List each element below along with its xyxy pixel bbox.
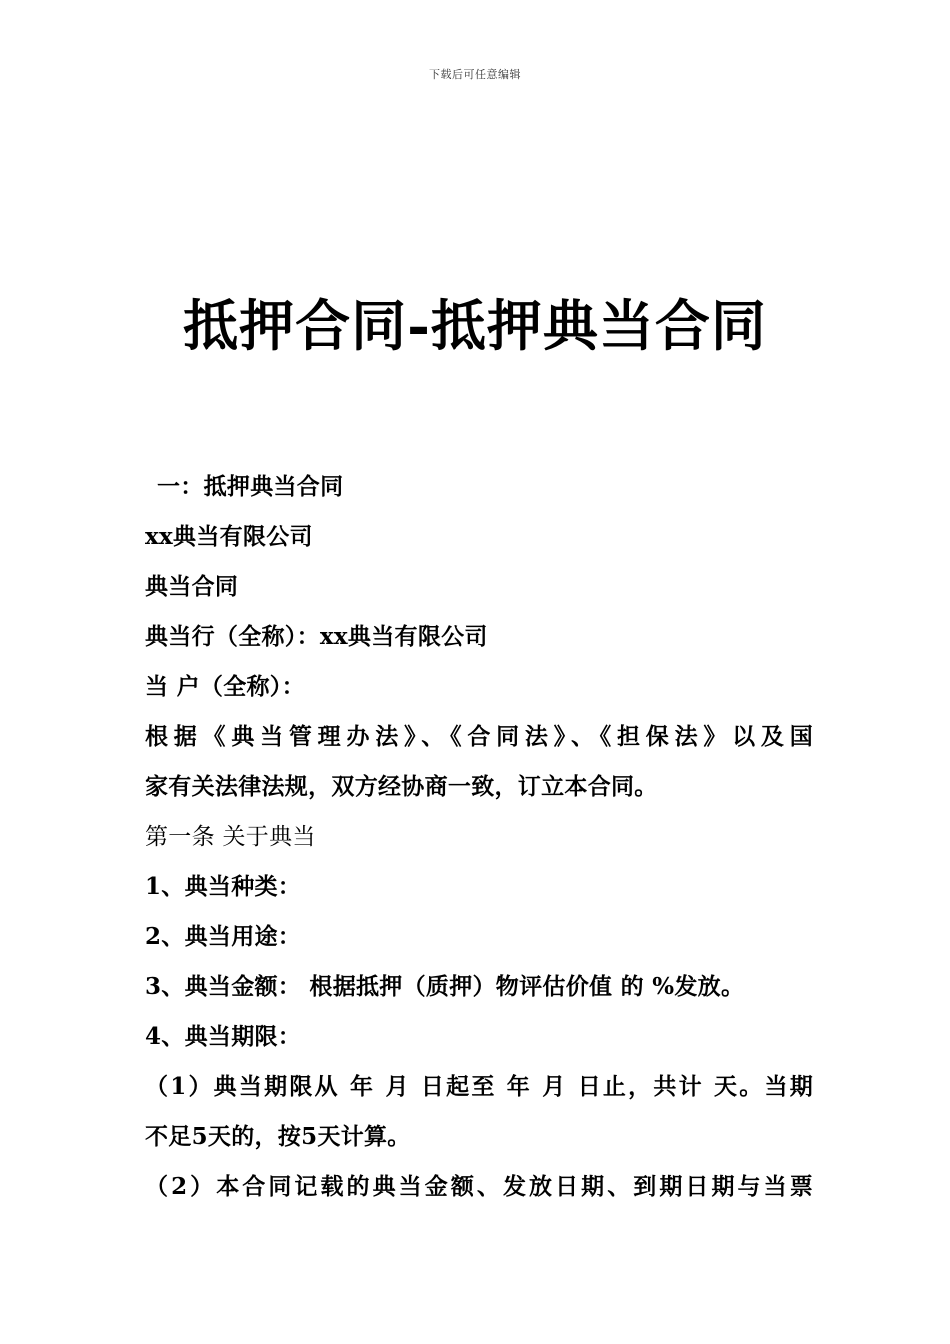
preamble-line-1: 根据《典当管理办法》、《合同法》、《担保法》以及国: [145, 723, 813, 750]
contract-name: 典当合同: [145, 573, 239, 600]
page-header: 下载后可任意编辑: [429, 68, 521, 81]
document-title: 抵押合同-抵押典当合同: [183, 293, 767, 358]
clause-4-1-line-2: 不足5天的，按5天计算。: [145, 1123, 411, 1150]
clause-4-2-line-1: （2）本合同记载的典当金额、发放日期、到期日期与当票: [145, 1173, 813, 1200]
pawnshop-line: 典当行（全称）：xx典当有限公司: [145, 623, 488, 650]
article-heading: 第一条 关于典当: [145, 824, 316, 850]
clause-4: 4、典当期限：: [145, 1023, 302, 1050]
pawner-line: 当 户（全称）：: [145, 673, 305, 700]
clause-2: 2、典当用途：: [145, 923, 302, 950]
company-name: xx典当有限公司: [145, 523, 313, 550]
clause-4-1-line-1: （1）典当期限从 年 月 日起至 年 月 日止，共计 天。当期: [145, 1073, 813, 1100]
document-body: [145, 462, 813, 1212]
preamble-line-2: 家有关法律法规，双方经协商一致，订立本合同。: [145, 773, 658, 800]
section-heading: 一：抵押典当合同: [157, 473, 344, 500]
clause-1: 1、典当种类：: [145, 873, 302, 900]
clause-3: 3、典当金额： 根据抵押（质押）物评估价值 的 %发放。: [145, 973, 745, 1000]
